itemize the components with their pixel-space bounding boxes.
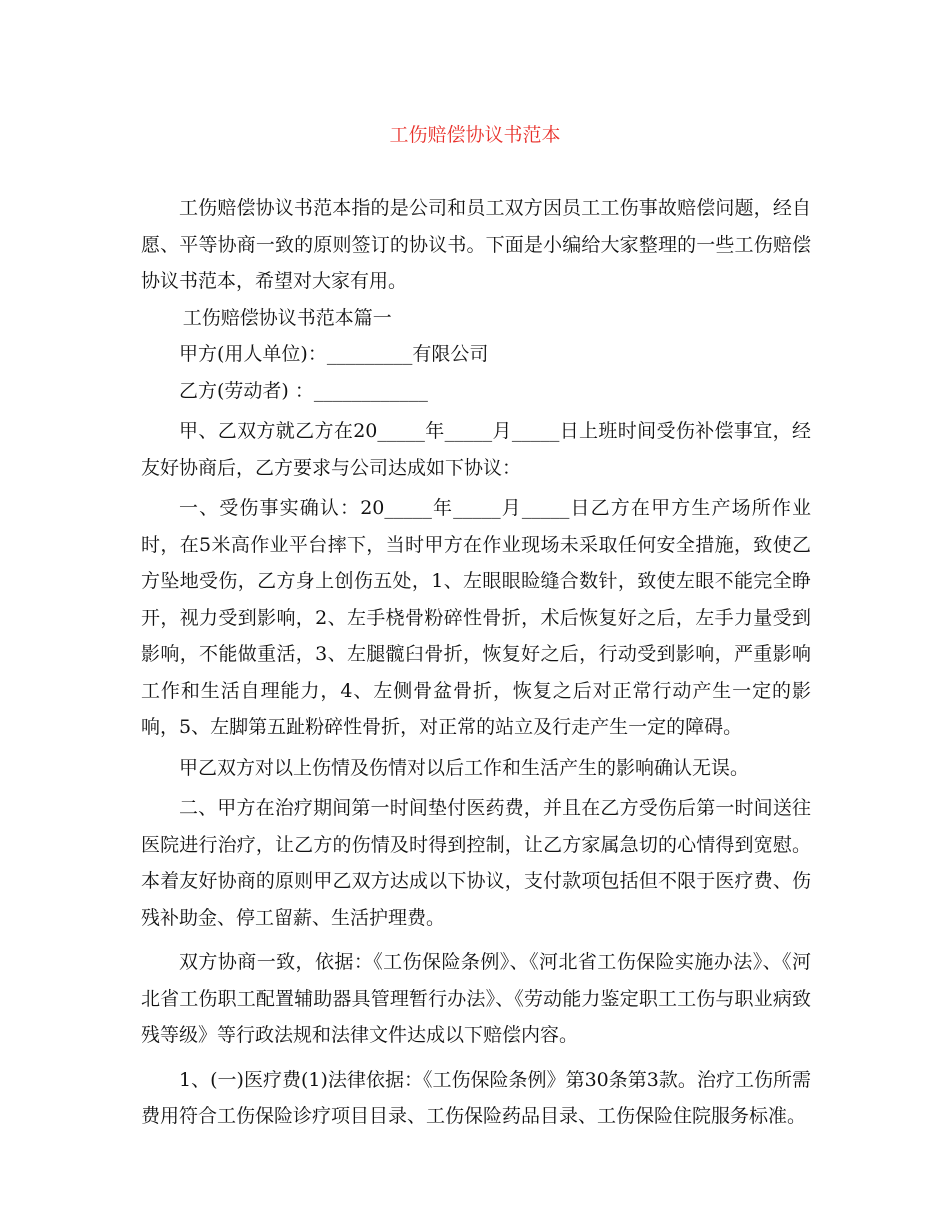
party-a-line: 甲方(用人单位)：_________有限公司 <box>179 343 489 365</box>
clause-two-treatment: 二、甲方在治疗期间第一时间垫付医药费，并且在乙方受伤后第一时间送往医院进行治疗，让乙方的伤情及时得到控制，让乙方家属急切的心情得到宽慰。本着友好协商的原则甲乙双方达成以下协议，支付款项包括但不限于医疗费、伤残补助金、停工留薪、生活护理费。 <box>141 797 811 929</box>
injury-confirmation: 甲乙双方对以上伤情及伤情对以后工作和生活产生的影响确认无误。 <box>179 756 750 779</box>
document-body <box>141 190 811 1135</box>
medical-expense-clause: 1、(一)医疗费(1)法律依据：《工伤保险条例》第30条第3款。治疗工伤所需费用符合工伤保险诊疗项目目录、工伤保险药品目录、工伤保险住院服务标准。 <box>141 1068 811 1127</box>
section-heading: 工伤赔偿协议书范本篇一 <box>182 306 392 329</box>
legal-basis-paragraph: 双方协商一致，依据：《工伤保险条例》、《河北省工伤保险实施办法》、《河北省工伤职工配置辅助器具管理暂行办法》、《劳动能力鉴定职工工伤与职业病致残等级》等行政法规和法律文件达成以下赔偿内容。 <box>141 951 811 1046</box>
intro-paragraph: 工伤赔偿协议书范本指的是公司和员工双方因员工工伤事故赔偿问题，经自愿、平等协商一致的原则签订的协议书。下面是小编给大家整理的一些工伤赔偿协议书范本，希望对大家有用。 <box>141 197 811 292</box>
clause-one-injury-facts: 一、受伤事实确认：20_____年_____月_____日乙方在甲方生产场所作业时，在5米高作业平台摔下，当时甲方在作业现场未采取任何安全措施，致使乙方坠地受伤，乙方身上创伤五处，1、左眼眼睑缝合数针，致使左眼不能完全睁开，视力受到影响，2、左手桡骨粉碎性骨折，术后恢复好之后，左手力量受到影响，不能做重活，3、左腿髋臼骨折，恢复好之后，行动受到影响，严重影响工作和生活自理能力，4、左侧骨盆骨折，恢复之后对正常行动产生一定的影响，5、左脚第五趾粉碎性骨折，对正常的站立及行走产生一定的障碍。 <box>141 497 811 738</box>
party-b-line: 乙方(劳动者) ：____________ <box>179 379 428 402</box>
document-title: 工伤赔偿协议书范本 <box>389 124 561 146</box>
agreement-preamble: 甲、乙双方就乙方在20_____年_____月_____日上班时间受伤补偿事宜，经友好协商后，乙方要求与公司达成如下协议： <box>141 420 811 479</box>
